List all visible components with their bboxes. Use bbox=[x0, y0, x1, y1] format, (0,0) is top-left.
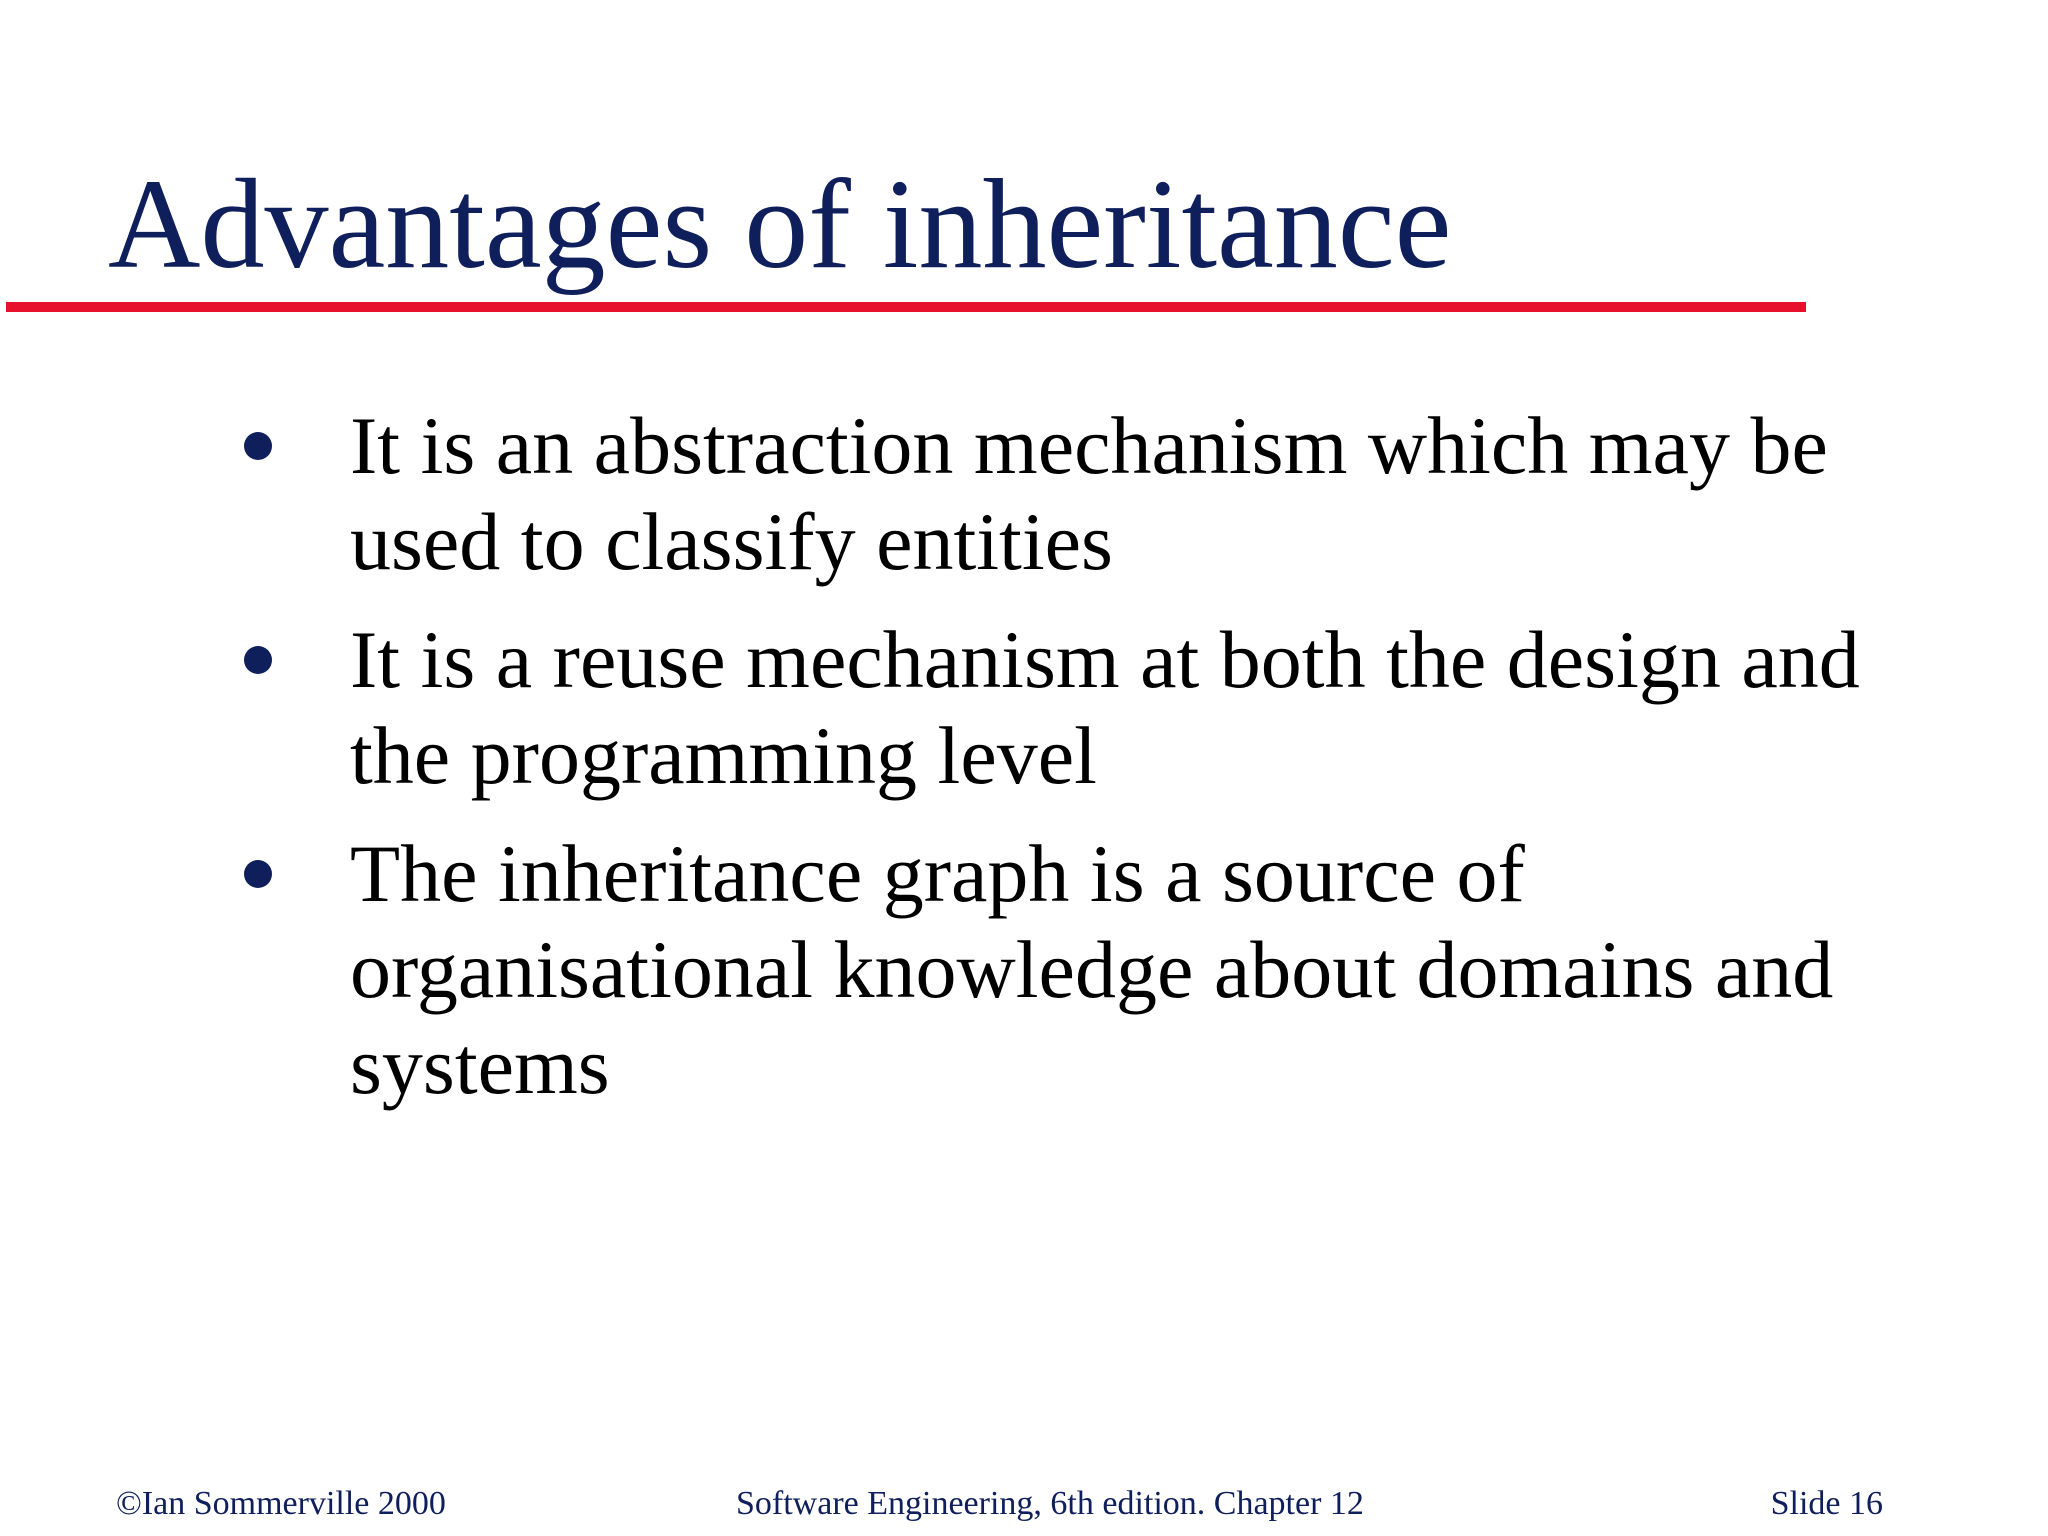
bullet-text: It is an abstraction mechanism which may be used to classify entities bbox=[350, 400, 1828, 587]
bullet-text: It is a reuse mechanism at both the design and the programming level bbox=[350, 614, 1860, 801]
bullet-dot-icon bbox=[244, 432, 272, 460]
title-underline bbox=[6, 302, 1806, 312]
slide-title: Advantages of inheritance bbox=[108, 153, 1452, 295]
bullet-text: The inheritance graph is a source of organisational knowledge about domains and systems bbox=[350, 828, 1834, 1111]
bullet-item bbox=[240, 398, 1960, 590]
footer-book-title: Software Engineering, 6th edition. Chapter 12 bbox=[736, 1485, 1364, 1522]
footer-slide-number: Slide 16 bbox=[1770, 1485, 1883, 1522]
bullet-item bbox=[240, 612, 1960, 804]
bullet-list bbox=[240, 398, 1960, 1136]
bullet-dot-icon bbox=[244, 646, 272, 674]
bullet-item bbox=[240, 826, 1960, 1114]
footer-copyright: ©Ian Sommerville 2000 bbox=[116, 1485, 446, 1522]
bullet-dot-icon bbox=[244, 860, 272, 888]
